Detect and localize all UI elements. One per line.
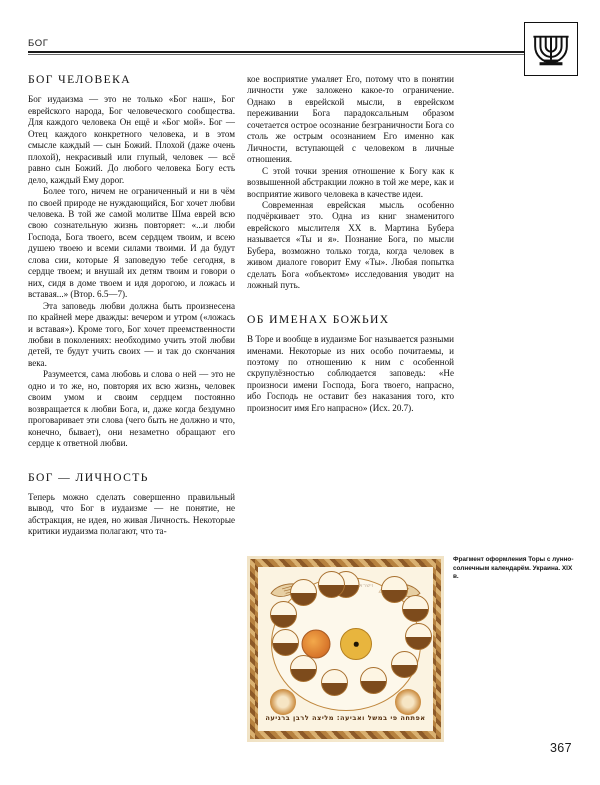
zodiac-sign-disc xyxy=(272,629,299,656)
right-text-column xyxy=(247,74,454,414)
moon-icon xyxy=(301,630,330,659)
zodiac-sign-disc xyxy=(381,576,408,603)
zodiac-sign-disc xyxy=(391,651,418,678)
rosette-flower-left xyxy=(270,689,296,715)
section-heading-god-is-person: БОГ — ЛИЧНОСТЬ xyxy=(28,470,149,484)
artwork-inner-panel xyxy=(258,567,433,731)
left-text-column xyxy=(28,74,235,538)
paragraph: С этой точки зрения отношение к Богу как к возвышенной абстракции ложно в той же мере, как и восприятие живого человека в качестве идеи. xyxy=(247,165,454,199)
zodiac-sign-disc xyxy=(318,571,345,598)
figure-illustration xyxy=(247,556,444,742)
paragraph: Более того, ничем не ограниченный и ни в чём по своей природе не нуждающийся, Бог хочет любви человека. В той же самой молитве Шма еврей всю свою сознательную жизнь повторяет: «...и люби Господа, Бога твоего, всем сердцем твоим, и всею душею твоею и всеми силами твоими. И да будут слова сии, которые Я заповедую тебе сегодня, в сердце твоем; и внушай их детям твоим и говори о них, сидя в доме твоем и идя дорогою, и ложась и вставая...» (Втор. 6.5—7). xyxy=(28,186,235,300)
paragraph: Современная еврейская мысль особенно подчёркивает это. Одна из книг знаменитого еврейского мыслителя XX в. Мартина Бубера называется «Ты и я». Познание Бога, по мысли Бубера, возможно только тогда, когда человек в живом диалоге говорит Ему «Ты». Любая попытка сделать Бога «объектом» исследования уводит на ложный путь. xyxy=(247,199,454,291)
paragraph: Теперь можно сделать совершенно правильный вывод, что Бог в иудаизме — не понятие, не абстракция, не идея, но живая Личность. Некоторые критики иудаизма полагают, что та- xyxy=(28,491,235,537)
running-head-label: БОГ xyxy=(28,38,49,49)
zodiac-sign-disc xyxy=(290,655,317,682)
paragraph: Эта заповедь любви должна быть произнесена по крайней мере дважды: вечером и утром («ложась и вставая»). Кроме того, Бог хочет преемственности любви в поколениях: необходимо учить этой любви детей, те будут учить своих — и так до скончания века. xyxy=(28,300,235,368)
page-number: 367 xyxy=(549,741,572,755)
zodiac-sign-disc xyxy=(405,623,432,650)
paragraph: Разумеется, сама любовь и слова о ней — это не одно и то же, но, повторяя их всю жизнь, человек своим умом и своим сердцем постоянно возвращается к любви Бога, и, даже когда бездумно проговаривает эти слова (чего быть не должно и что, конечно, бывает), они незаметно обращают его сердце к ответной любви. xyxy=(28,369,235,449)
section-heading-names-of-god: ОБ ИМЕНАХ БОЖЬИХ xyxy=(247,312,390,326)
menorah-icon xyxy=(529,27,573,71)
zodiac-sign-disc xyxy=(290,579,317,606)
paragraph: Бог иудаизма — это не только «Бог наш», Бог еврейского народа, Бог человеческого сообщества. Для каждого человека Он ещё и «Бог мой». Бог — Отец каждого конкретного человека, и в этом смысле каждый — сын Божий. Плохой (даже очень плохой), некрасивый или глупый, человек — всё равно сын Божий. До любого человека Богу есть дело, каждый Ему дорог. xyxy=(28,94,235,185)
menorah-emblem xyxy=(524,22,578,76)
running-head-rule-thin xyxy=(28,54,534,55)
paragraph: В Торе и вообще в иудаизме Бог называется разными именами. Некоторые из них особо почитаемы, и поэтому по отношению к ним с особенной скрупулёзностью соблюдается заповедь: «Не произноси имени Господа, Бога твоего, напрасно, ибо Господь не оставит без наказания того, кто произносит имя Его напрасно» (Исх. 20.7). xyxy=(247,334,454,413)
rosette-flower-right xyxy=(395,689,421,715)
running-head xyxy=(28,38,534,55)
section-heading-god-of-man: БОГ ЧЕЛОВЕКА xyxy=(28,73,131,86)
zodiac-sign-disc xyxy=(402,595,429,622)
running-head-rule-thick xyxy=(28,51,534,53)
figure-caption: Фрагмент оформления Торы с лунно-солнечным календарём. Украина. XIX в. xyxy=(453,556,574,581)
sun-icon xyxy=(340,628,372,660)
hebrew-inscription-bottom: אפתחה פי במשל ואביעה: מליצה לרבן ברגיעה xyxy=(265,714,426,722)
torah-calendar-artwork xyxy=(247,556,444,742)
zodiac-sign-disc xyxy=(321,669,348,696)
paragraph: кое восприятие умаляет Его, потому что в понятии личности уже заложено какое-то ограничение. Однако в еврейской мысли, в еврейском переживании Бога парадоксальным образом сочетается острое осознание безграничности Бога со столь же острым осознанием Его именно как Личности, вступающей с человеком в личные отношения. xyxy=(247,74,454,165)
